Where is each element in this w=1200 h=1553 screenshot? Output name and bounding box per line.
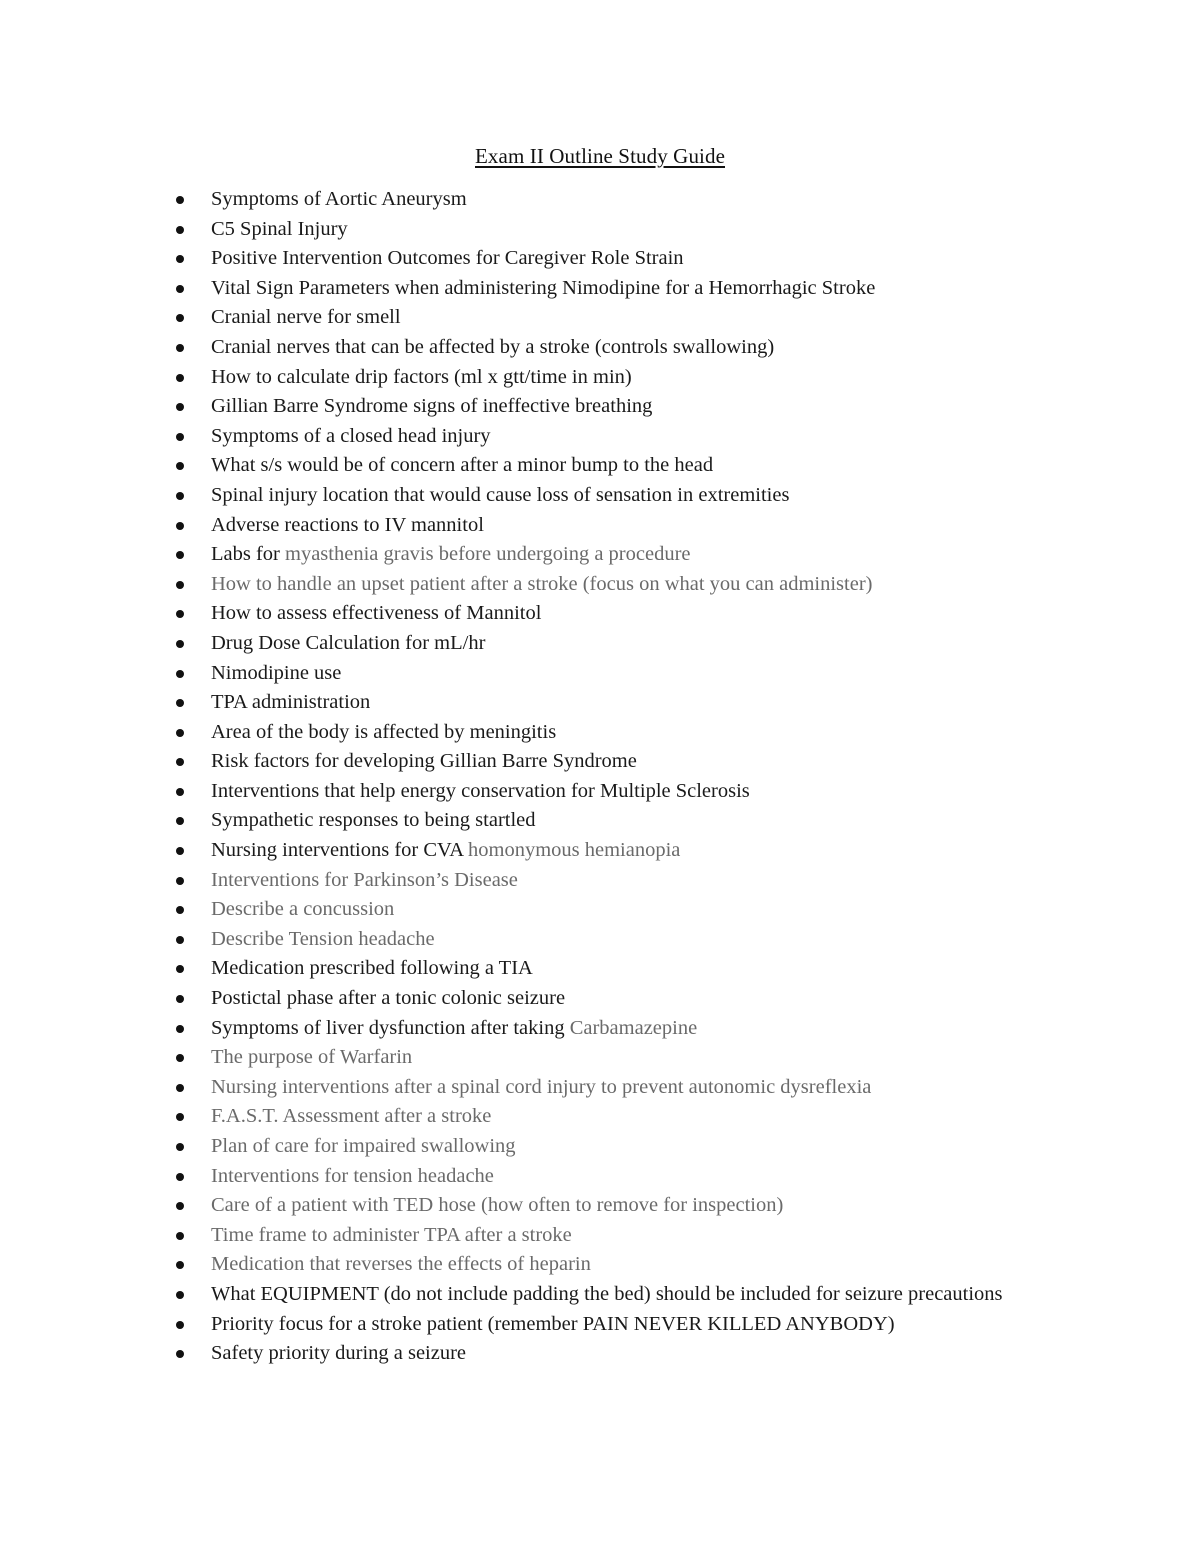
bullet-icon <box>176 462 184 470</box>
list-item-text: Plan of care for impaired swallowing <box>211 1135 516 1157</box>
list-item <box>0 422 1200 452</box>
bullet-icon <box>176 995 184 1003</box>
list-item-text: Describe a concussion <box>211 898 395 921</box>
list-item <box>0 747 1200 777</box>
bullet-icon <box>176 640 184 648</box>
bullet-icon <box>176 1054 184 1062</box>
list-item-text: Positive Intervention Outcomes for Caregiver Role Strain <box>211 247 684 270</box>
list-item <box>0 511 1200 541</box>
list-item-text: Interventions that help energy conservation for Multiple Sclerosis <box>211 779 750 802</box>
list-item <box>0 777 1200 807</box>
bullet-icon <box>176 1202 184 1210</box>
bullet-icon <box>176 344 184 352</box>
list-item-text: homonymous hemianopia <box>468 839 681 862</box>
list-item-text: Risk factors for developing Gillian Barre Syndrome <box>211 750 637 773</box>
list-item <box>0 895 1200 925</box>
bullet-icon <box>176 788 184 796</box>
list-item-text: TPA administration <box>211 691 371 714</box>
bullet-icon <box>176 522 184 530</box>
list-item-text: Adverse reactions to IV mannitol <box>211 513 484 536</box>
list-item <box>0 1310 1200 1340</box>
list-item <box>0 984 1200 1014</box>
list-item-text: How to assess effectiveness of Mannitol <box>211 602 542 625</box>
bullet-icon <box>176 581 184 589</box>
list-item-text: Sympathetic responses to being startled <box>211 809 536 832</box>
list-item-text: Interventions for Parkinson’s Disease <box>211 868 518 891</box>
bullet-icon <box>176 551 184 559</box>
list-item-text: Interventions for tension headache <box>211 1164 494 1187</box>
list-item-text: Labs for <box>211 543 286 566</box>
list-item <box>0 1191 1200 1221</box>
list-item <box>0 540 1200 570</box>
list-item-text: Safety priority during a seizure <box>211 1342 467 1365</box>
bullet-icon <box>176 1084 184 1092</box>
list-item-text: Nimodipine use <box>211 661 342 684</box>
list-item <box>0 1162 1200 1192</box>
list-item-text: Medication that reverses the effects of heparin <box>211 1253 591 1276</box>
bullet-icon <box>176 1350 184 1358</box>
bullet-icon <box>176 1143 184 1151</box>
list-item <box>0 481 1200 511</box>
list-item <box>0 1073 1200 1103</box>
list-item-text: How to handle an upset patient after a stroke (focus on what you can administer) <box>211 572 873 595</box>
bullet-icon <box>176 936 184 944</box>
list-item-text: Medication prescribed following a TIA <box>211 957 533 980</box>
list-item-text: Symptoms of liver dysfunction after taking <box>211 1016 570 1039</box>
list-item <box>0 1221 1200 1251</box>
bullet-icon <box>176 314 184 322</box>
bullet-icon <box>176 817 184 825</box>
list-item <box>0 1339 1200 1369</box>
bullet-icon <box>176 433 184 441</box>
list-item <box>0 806 1200 836</box>
list-item <box>0 659 1200 689</box>
list-item-text: Spinal injury location that would cause loss of sensation in extremities <box>211 483 790 506</box>
list-item <box>0 954 1200 984</box>
bullet-icon <box>176 492 184 500</box>
list-item-text: The purpose of Warfarin <box>211 1046 413 1069</box>
bullet-icon <box>176 758 184 766</box>
bullet-icon <box>176 1025 184 1033</box>
list-item-text: Describe Tension headache <box>211 927 435 950</box>
list-item-text: F.A.S.T. Assessment after a stroke <box>211 1105 492 1128</box>
list-item <box>0 1043 1200 1073</box>
bullet-icon <box>176 670 184 678</box>
list-item <box>0 1102 1200 1132</box>
bullet-icon <box>176 1261 184 1269</box>
list-item-text: C5 Spinal Injury <box>211 217 348 240</box>
list-item-text: Time frame to administer TPA after a stroke <box>211 1223 572 1246</box>
list-item-text: What s/s would be of concern after a minor bump to the head <box>211 454 714 477</box>
list-item <box>0 363 1200 393</box>
bullet-icon <box>176 403 184 411</box>
list-item <box>0 688 1200 718</box>
list-item-text: Cranial nerves that can be affected by a stroke (controls swallowing) <box>211 335 775 358</box>
bullet-icon <box>176 965 184 973</box>
list-item <box>0 185 1200 215</box>
bullet-icon <box>176 1321 184 1329</box>
bullet-icon <box>176 699 184 707</box>
list-item <box>0 451 1200 481</box>
list-item-text: Carbamazepine <box>569 1016 698 1039</box>
list-item <box>0 303 1200 333</box>
list-item-text: Nursing interventions for CVA <box>211 839 469 862</box>
bullet-icon <box>176 285 184 293</box>
bullet-icon <box>176 1173 184 1181</box>
list-item <box>0 866 1200 896</box>
list-item-text: Symptoms of Aortic Aneurysm <box>211 188 467 210</box>
bullet-icon <box>176 1291 184 1299</box>
bullet-icon <box>176 226 184 234</box>
list-item-text: Area of the body is affected by meningitis <box>211 720 557 743</box>
study-guide-list <box>0 185 1200 1369</box>
list-item <box>0 274 1200 304</box>
bullet-icon <box>176 374 184 382</box>
bullet-icon <box>176 610 184 618</box>
bullet-icon <box>176 1232 184 1240</box>
list-item-text: What EQUIPMENT (do not include padding the bed) should be included for seizure precautions <box>211 1282 1003 1305</box>
list-item <box>0 1014 1200 1044</box>
list-item-text: Nursing interventions after a spinal cord injury to prevent autonomic dysreflexia <box>211 1075 872 1098</box>
bullet-icon <box>176 847 184 855</box>
list-item-text: Cranial nerve for smell <box>211 306 401 329</box>
list-item-text: Vital Sign Parameters when administering Nimodipine for a Hemorrhagic Stroke <box>211 276 876 299</box>
bullet-icon <box>176 906 184 914</box>
list-item <box>0 1250 1200 1280</box>
list-item-text: Postictal phase after a tonic colonic seizure <box>211 987 566 1010</box>
list-item <box>0 333 1200 363</box>
list-item-text: Symptoms of a closed head injury <box>211 424 491 447</box>
list-item <box>0 718 1200 748</box>
bullet-icon <box>176 877 184 885</box>
list-item <box>0 629 1200 659</box>
list-item-text: How to calculate drip factors (ml x gtt/time in min) <box>211 365 632 388</box>
bullet-icon <box>176 1113 184 1121</box>
bullet-icon <box>176 729 184 737</box>
list-item <box>0 1280 1200 1310</box>
list-item-text: Care of a patient with TED hose (how often to remove for inspection) <box>211 1194 784 1217</box>
list-item-text: Drug Dose Calculation for mL/hr <box>211 631 486 654</box>
list-item <box>0 392 1200 422</box>
list-item-text: Priority focus for a stroke patient (remember PAIN NEVER KILLED ANYBODY) <box>211 1312 895 1335</box>
list-item <box>0 925 1200 955</box>
bullet-icon <box>176 196 184 204</box>
list-item <box>0 570 1200 600</box>
list-item <box>0 836 1200 866</box>
list-item-text: Gillian Barre Syndrome signs of ineffective breathing <box>211 395 653 418</box>
bullet-icon <box>176 255 184 263</box>
list-item-text: myasthenia gravis before undergoing a procedure <box>285 543 691 566</box>
list-item <box>0 215 1200 245</box>
list-item <box>0 599 1200 629</box>
document-title: Exam II Outline Study Guide <box>475 144 725 168</box>
list-item <box>0 244 1200 274</box>
list-item <box>0 1132 1200 1162</box>
